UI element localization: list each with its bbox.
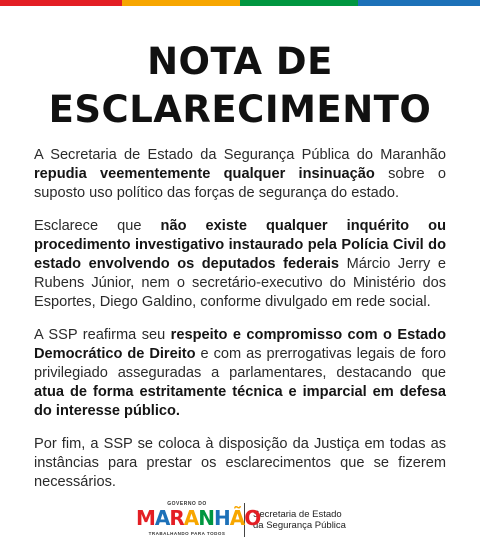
note-body [34, 146, 446, 506]
governo-maranhao-logo [136, 501, 261, 539]
logo-letter: N [198, 506, 215, 530]
title-line-1: NOTA DE [147, 40, 333, 83]
secretaria-name [253, 509, 346, 531]
logo-letter: Ã [229, 506, 245, 530]
logo-letter: R [169, 506, 184, 530]
logo-letter: H [214, 506, 230, 530]
logo-letter: M [136, 506, 155, 530]
body-text: Por fim, a SSP se coloca à disposição da Justiça em todas as instâncias para prestar os esclarecimentos que se fizerem necessários. [34, 436, 446, 490]
body-text: sobre o suposto uso político das forças de segurança do estado. [34, 166, 447, 201]
logo-tagline: TRABALHANDO PARA TODOS [148, 531, 226, 536]
logo-letter: O [244, 506, 261, 530]
top-color-stripe [0, 0, 480, 6]
logo-top-text: GOVERNO DO [167, 501, 207, 507]
paragraph-1 [34, 146, 446, 203]
body-text: e com as prerrogativas legais de foro privilegiado asseguradas a parlamentares, destacando que [34, 346, 446, 381]
emphasis-text: respeito e compromisso com o Estado Democrático de Direito [34, 327, 447, 362]
body-text: Márcio Jerry e Rubens Júnior, nem o secretário-executivo do Ministério dos Esportes, Diego Galdino, conforme divulgado em rede social. [34, 256, 447, 310]
page-title [0, 38, 480, 134]
footer [136, 500, 346, 540]
paragraph-2 [34, 217, 446, 312]
stripe-yellow [122, 0, 240, 6]
paragraph-3 [34, 326, 446, 421]
title-line-2: ESCLARECIMENTO [48, 88, 432, 131]
body-text: Esclarece que [34, 218, 161, 234]
body-text: A Secretaria de Estado da Segurança Pública do Maranhão [34, 147, 446, 163]
logo-letter: A [183, 506, 199, 530]
emphasis-text: atua de forma estritamente técnica e imparcial em defesa do interesse público. [34, 384, 446, 419]
emphasis-text: repudia veementemente qualquer insinuação [34, 166, 375, 182]
stripe-red [0, 0, 122, 6]
body-text: A SSP reafirma seu [34, 327, 171, 343]
stripe-blue [358, 0, 480, 6]
secretaria-line-2: da Segurança Pública [253, 520, 346, 531]
emphasis-text: não existe qualquer inquérito ou procedimento investigativo instaurado pela Polícia Civil do estado envolvendo os deputados federais [34, 218, 446, 272]
paragraph-4 [34, 435, 446, 492]
logo-letter: A [154, 506, 170, 530]
stripe-green [240, 0, 358, 6]
secretaria-line-1: Secretaria de Estado [253, 509, 342, 520]
logo-wordmark [136, 506, 261, 530]
